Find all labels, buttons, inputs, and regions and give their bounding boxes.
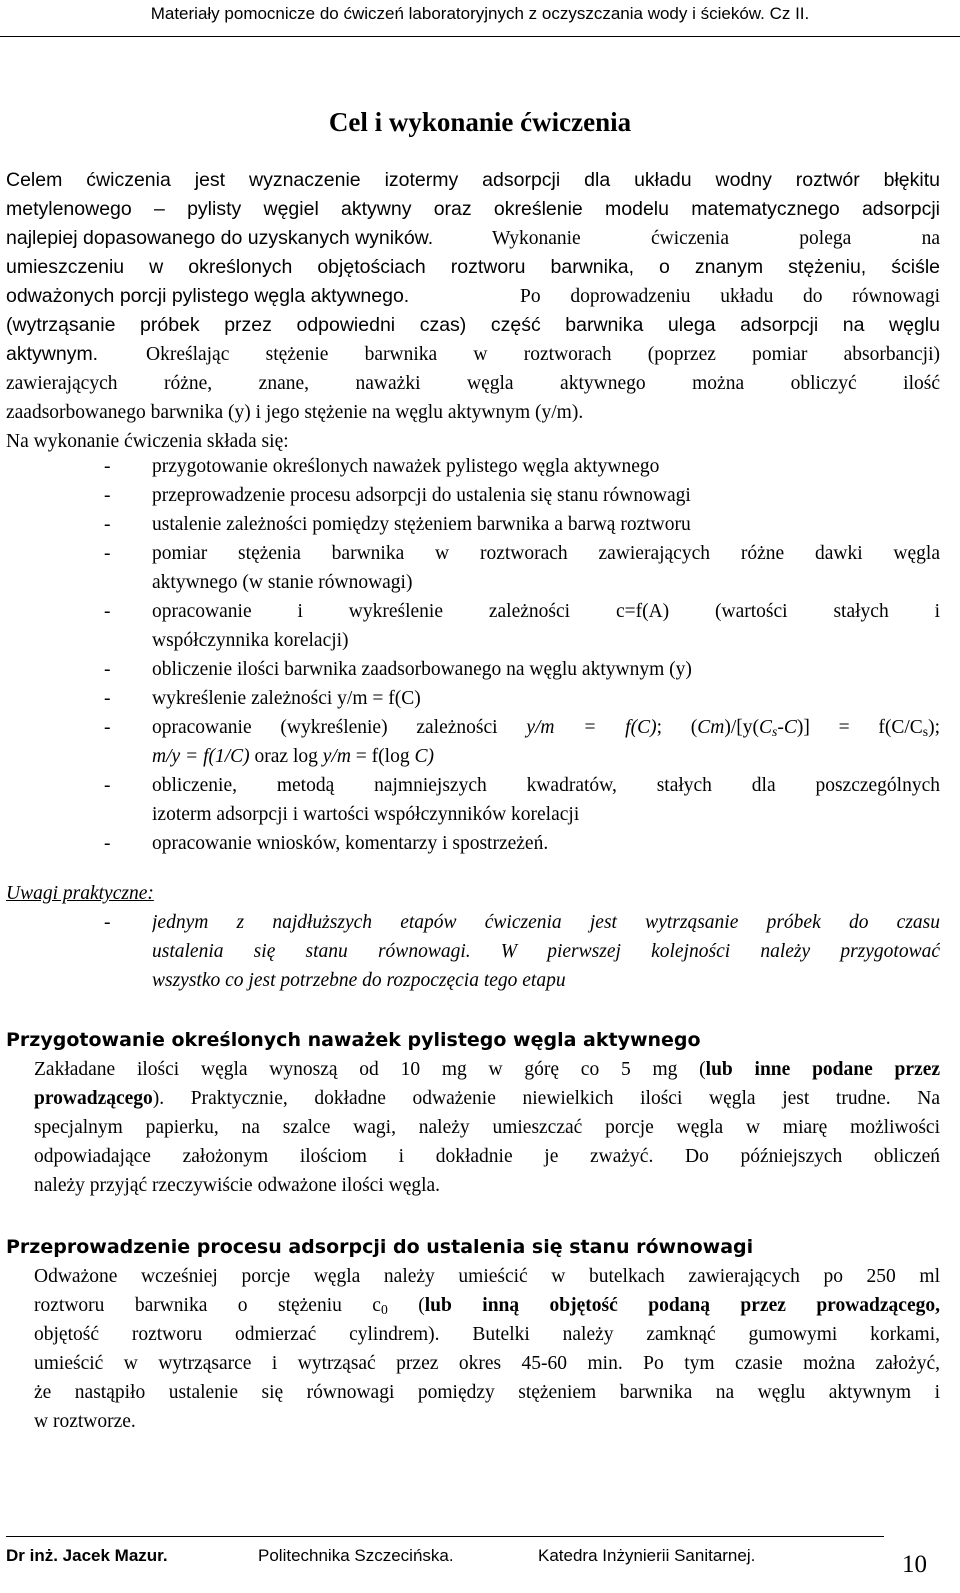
list-item: - pomiar stężenia barwnika w roztworach zawierających różne dawki węgla aktywnego (w stanie równowagi) bbox=[104, 543, 940, 593]
header-text: Materiały pomocnicze do ćwiczeń laboratoryjnych z oczyszczania wody i ścieków. Cz II. bbox=[150, 4, 810, 23]
section-heading: Przygotowanie określonych naważek pylistego węgla aktywnego bbox=[6, 1029, 701, 1051]
notes-list bbox=[104, 908, 940, 995]
page-footer bbox=[0, 1534, 960, 1593]
intro-line: zawierających różne, znane, naważki węgla aktywnego można obliczyć ilość bbox=[6, 373, 940, 394]
list-item: - przeprowadzenie procesu adsorpcji do ustalenia się stanu równowagi bbox=[104, 485, 691, 506]
footer-rule bbox=[6, 1536, 884, 1537]
list-item-formula: - opracowanie (wykreślenie) zależności y/m = f(C); $(Cm)/[y(C_s-C)] = f(C/C_s)$; m/y = f(1/C) oraz log y/m = f(log C) bbox=[104, 717, 941, 767]
intro-line: zaadsorbowanego barwnika (y) i jego stężenie na węglu aktywnym (y/m). bbox=[6, 402, 584, 423]
list-item: - jednym z najdłuższych etapów ćwiczenia jest wytrząsanie próbek do czasu ustalenia się stanu równowagi. W pierwszej kolejności należy przygotować wszystko co jest potrzebne do rozpoczęcia tego etapu bbox=[104, 912, 940, 991]
intro-line: Celem ćwiczenia jest wyznaczenie izotermy adsorpcji dla układu wodny roztwór błękitu bbox=[6, 169, 940, 191]
list-item: - opracowanie wniosków, komentarzy i spostrzeżeń. bbox=[104, 833, 549, 854]
intro-line: metylenowego – pylisty węgiel aktywny oraz określenie modelu matematycznego adsorpcji bbox=[6, 198, 940, 220]
footer-author: Dr inż. Jacek Mazur. bbox=[6, 1546, 168, 1565]
list-item: - ustalenie zależności pomiędzy stężeniem barwnika a barwą roztworu bbox=[104, 514, 691, 535]
page-title: Cel i wykonanie ćwiczenia bbox=[328, 107, 632, 137]
list-item: - przygotowanie określonych naważek pylistego węgla aktywnego bbox=[104, 456, 660, 477]
notes-title: Uwagi praktyczne: bbox=[6, 883, 154, 904]
list-item: - opracowanie i wykreślenie zależności c=f(A) (wartości stałych i współczynnika korelacji) bbox=[104, 601, 940, 651]
footer-university: Politechnika Szczecińska. bbox=[258, 1546, 454, 1565]
intro-line: najlepiej dopasowanego do uzyskanych wyników. Wykonanie ćwiczenia polega na bbox=[6, 227, 940, 249]
section-paragraph: Odważone wcześniej porcje węgla należy umieścić w butelkach zawierających po 250 ml roztworu barwnika o stężeniu $c_0$ (lub inną objętość podaną przez prowadzącego, objętość roztworu odmierzać cylindrem). Butelki należy zamknąć gumowymi korkami, umieścić w wytrząsarce i wytrząsać przez okres 45-60 min. Po tym czasie można założyć, że nastąpiło ustalenie się równowagi pomiędzy stężeniem barwnika na węglu aktywnym i w roztworze. bbox=[34, 1266, 940, 1432]
section-heading: Przeprowadzenie procesu adsorpcji do ustalenia się stanu równowagi bbox=[6, 1236, 754, 1258]
intro-line: aktywnym. Określając stężenie barwnika w roztworach (poprzez pomiar absorbancji) bbox=[6, 343, 940, 365]
footer-department: Katedra Inżynierii Sanitarnej. bbox=[538, 1546, 756, 1565]
list-item: - wykreślenie zależności y/m = f(C) bbox=[104, 688, 421, 709]
list-item: - obliczenie, metodą najmniejszych kwadratów, stałych dla poszczególnych izoterm adsorpcji i wartości współczynników korelacji bbox=[104, 775, 940, 825]
running-header bbox=[0, 0, 960, 37]
intro-line: Na wykonanie ćwiczenia składa się: bbox=[6, 431, 289, 452]
list-item: - obliczenie ilości barwnika zaadsorbowanego na węglu aktywnym (y) bbox=[104, 659, 692, 680]
page-number: 10 bbox=[902, 1551, 927, 1578]
intro-line: (wytrząsanie próbek przez odpowiedni czas) część barwnika ulega adsorpcji na węglu bbox=[6, 314, 940, 336]
steps-list bbox=[104, 452, 940, 858]
section-paragraph: Zakładane ilości węgla wynoszą od 10 mg w górę co 5 mg (lub inne podane przez prowadzącego). Praktycznie, dokładne odważenie niewielkich ilości węgla jest trudne. Na specjalnym papierku, na szalce wagi, należy umieszczać porcje węgla w miarę możliwości odpowiadające założonym ilościom i dokładnie je zważyć. Do późniejszych obliczeń należy przyjąć rzeczywiście odważone ilości węgla. bbox=[34, 1059, 940, 1196]
intro-line: odważonych porcji pylistego węgla aktywnego. Po doprowadzeniu układu do równowagi bbox=[6, 285, 940, 307]
intro-line: umieszczeniu w określonych objętościach roztworu barwnika, o znanym stężeniu, ściśle bbox=[6, 256, 940, 278]
intro-paragraph bbox=[6, 166, 940, 456]
